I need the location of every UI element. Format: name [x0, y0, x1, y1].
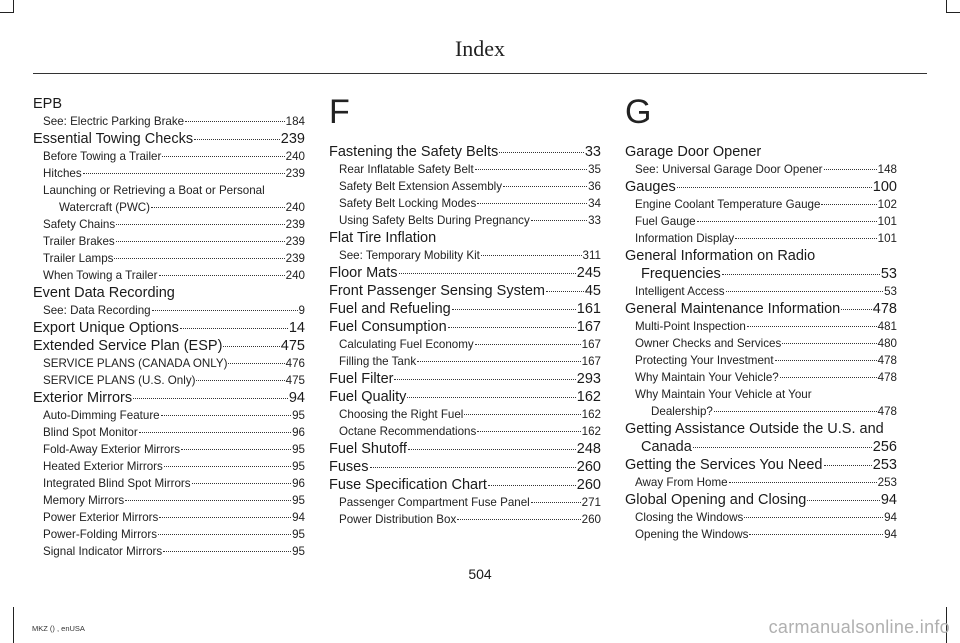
page-ref: 478	[877, 354, 897, 367]
page-ref: 260	[581, 513, 601, 526]
index-subentry[interactable]	[33, 372, 305, 389]
entry-text: Why Maintain Your Vehicle?	[635, 371, 779, 384]
page-ref: 239	[285, 235, 305, 248]
dot-leader	[196, 380, 284, 381]
index-subentry[interactable]	[625, 213, 897, 230]
page-ref: 248	[576, 441, 601, 457]
entry-text: Gauges	[625, 179, 676, 195]
index-entry[interactable]	[625, 300, 897, 318]
page-ref: 478	[877, 405, 897, 418]
entry-text: When Towing a Trailer	[43, 269, 158, 282]
index-subentry[interactable]	[625, 230, 897, 247]
entry-text: Hitches	[43, 167, 82, 180]
dot-leader	[477, 203, 587, 204]
page-ref: 253	[872, 457, 897, 473]
dot-leader	[151, 207, 285, 208]
page-ref: 94	[880, 492, 897, 508]
entry-text: EPB	[33, 96, 63, 112]
page-title: Index	[454, 36, 506, 61]
index-entry[interactable]	[329, 282, 601, 300]
index-subentry[interactable]	[625, 369, 897, 386]
entry-text: Trailer Lamps	[43, 252, 114, 265]
index-entry[interactable]	[329, 458, 601, 476]
entry-text: Dealership?	[651, 405, 713, 418]
index-subentry[interactable]	[33, 441, 305, 458]
page-ref: 271	[581, 496, 601, 509]
entry-text: Protecting Your Investment	[635, 354, 774, 367]
dot-leader	[747, 326, 877, 327]
dot-leader	[185, 121, 285, 122]
page-ref: 239	[285, 252, 305, 265]
dot-leader	[163, 551, 291, 552]
index-subentry[interactable]	[625, 196, 897, 213]
entry-text: Fuse Specification Chart	[329, 477, 487, 493]
page-ref: 94	[292, 511, 305, 524]
entry-text: Information Display	[635, 232, 735, 245]
dot-leader	[477, 431, 580, 432]
page-ref: 475	[280, 338, 305, 354]
index-entry[interactable]	[329, 264, 601, 282]
index-subentry[interactable]	[329, 195, 601, 212]
entry-text: Before Towing a Trailer	[43, 150, 162, 163]
index-entry[interactable]	[33, 95, 305, 113]
index-subentry[interactable]	[625, 509, 897, 526]
page-ref: 95	[292, 494, 305, 507]
index-subentry[interactable]	[625, 474, 897, 491]
index-entry[interactable]	[329, 143, 601, 161]
index-subentry[interactable]	[329, 212, 601, 229]
index-subentry[interactable]	[33, 216, 305, 233]
entry-text: Flat Tire Inflation	[329, 230, 437, 246]
entry-text: Getting the Services You Need	[625, 457, 823, 473]
page-ref: 256	[872, 439, 897, 455]
entry-text: SERVICE PLANS (U.S. Only)	[43, 374, 196, 387]
section-letter: G	[625, 93, 652, 131]
page-ref: 102	[877, 198, 897, 211]
page-ref: 240	[285, 201, 305, 214]
index-subentry[interactable]	[33, 492, 305, 509]
index-subentry[interactable]	[625, 386, 897, 403]
dot-leader	[180, 328, 288, 329]
page-ref: 45	[584, 283, 601, 299]
dot-leader	[475, 169, 587, 170]
entry-text: Safety Chains	[43, 218, 116, 231]
dot-leader	[821, 204, 876, 205]
entry-text: Rear Inflatable Safety Belt	[339, 163, 474, 176]
entry-text: Intelligent Access	[635, 285, 725, 298]
entry-text: Multi-Point Inspection	[635, 320, 746, 333]
dot-leader	[697, 221, 877, 222]
page-ref: 167	[576, 319, 601, 335]
index-subentry[interactable]	[329, 247, 601, 264]
page-ref: 476	[285, 357, 305, 370]
entry-text: Engine Coolant Temperature Gauge	[635, 198, 821, 211]
entry-text: Auto-Dimming Feature	[43, 409, 160, 422]
index-subentry[interactable]	[329, 336, 601, 353]
index-subentry[interactable]	[33, 526, 305, 543]
page-ref: 53	[880, 266, 897, 282]
index-entry[interactable]	[625, 420, 897, 438]
entry-text: Fastening the Safety Belts	[329, 144, 499, 160]
index-entry[interactable]	[33, 319, 305, 337]
entry-text: Calculating Fuel Economy	[339, 338, 474, 351]
entry-text: Octane Recommendations	[339, 425, 477, 438]
index-subentry[interactable]	[33, 199, 305, 216]
page-ref: 94	[884, 511, 897, 524]
entry-text: SERVICE PLANS (CANADA ONLY)	[43, 357, 228, 370]
page-ref: 100	[872, 179, 897, 195]
watermark: carmanualsonline.info	[768, 617, 950, 637]
dot-leader	[807, 500, 879, 501]
index-subentry[interactable]	[625, 526, 897, 543]
page-ref: 95	[292, 409, 305, 422]
dot-leader	[457, 519, 580, 520]
dot-leader	[192, 483, 292, 484]
page-ref: 481	[877, 320, 897, 333]
entry-text: Power Distribution Box	[339, 513, 457, 526]
entry-text: Getting Assistance Outside the U.S. and	[625, 421, 884, 437]
dot-leader	[824, 169, 877, 170]
entry-text: See: Universal Garage Door Opener	[635, 163, 823, 176]
section-letter: F	[329, 93, 350, 131]
entry-text: Safety Belt Locking Modes	[339, 197, 477, 210]
index-subentry[interactable]	[33, 182, 305, 199]
index-entry[interactable]	[625, 265, 897, 283]
entry-text: General Information on Radio	[625, 248, 816, 264]
page-ref: 167	[581, 355, 601, 368]
dot-leader	[408, 449, 576, 450]
dot-leader	[693, 447, 872, 448]
entry-text: Extended Service Plan (ESP)	[33, 338, 223, 354]
page-ref: 239	[285, 218, 305, 231]
index-entry[interactable]	[329, 440, 601, 458]
dot-leader	[114, 258, 284, 259]
dot-leader	[407, 397, 575, 398]
entry-text: Safety Belt Extension Assembly	[339, 180, 503, 193]
page-ref: 260	[576, 477, 601, 493]
dot-leader	[228, 363, 284, 364]
dot-leader	[749, 534, 883, 535]
dot-leader	[677, 187, 872, 188]
page-ref: 161	[576, 301, 601, 317]
entry-text: Filling the Tank	[339, 355, 417, 368]
dot-leader	[722, 274, 880, 275]
dot-leader	[735, 238, 876, 239]
page-ref: 95	[292, 528, 305, 541]
index-entry[interactable]	[329, 229, 601, 247]
crop-mark	[946, 0, 947, 13]
dot-leader	[499, 152, 584, 153]
index-entry[interactable]	[625, 438, 897, 456]
entry-text: Away From Home	[635, 476, 728, 489]
index-subentry[interactable]	[33, 302, 305, 319]
index-entry[interactable]	[625, 178, 897, 196]
index-subentry[interactable]	[33, 407, 305, 424]
entry-text: Choosing the Right Fuel	[339, 408, 464, 421]
page-ref: 240	[285, 150, 305, 163]
entry-text: Blind Spot Monitor	[43, 426, 138, 439]
entry-text: Fuel Filter	[329, 371, 394, 387]
entry-text: Floor Mats	[329, 265, 398, 281]
page-ref: 162	[581, 425, 601, 438]
page-ref: 95	[292, 460, 305, 473]
dot-leader	[503, 186, 587, 187]
page-ref: 293	[576, 371, 601, 387]
dot-leader	[125, 500, 291, 501]
entry-text: Exterior Mirrors	[33, 390, 133, 406]
entry-text: Why Maintain Your Vehicle at Your	[635, 388, 812, 401]
page-ref: 478	[872, 301, 897, 317]
index-entry[interactable]	[329, 476, 601, 494]
index-entry[interactable]	[329, 318, 601, 336]
dot-leader	[194, 139, 280, 140]
entry-text: See: Electric Parking Brake	[43, 115, 185, 128]
entry-text: Closing the Windows	[635, 511, 744, 524]
index-subentry[interactable]	[33, 424, 305, 441]
entry-text: Power Exterior Mirrors	[43, 511, 159, 524]
page-ref: 162	[576, 389, 601, 405]
footer-text: MKZ () , enUSA	[32, 624, 85, 633]
crop-mark	[0, 12, 14, 13]
page-ref: 167	[581, 338, 601, 351]
index-subentry[interactable]	[33, 543, 305, 560]
dot-leader	[139, 432, 291, 433]
dot-leader	[531, 502, 581, 503]
dot-leader	[448, 327, 576, 328]
dot-leader	[488, 485, 576, 486]
dot-leader	[475, 344, 581, 345]
entry-text: Fuel Quality	[329, 389, 407, 405]
index-subentry[interactable]	[329, 494, 601, 511]
dot-leader	[841, 309, 872, 310]
index-column-1	[33, 95, 305, 560]
index-subentry[interactable]	[33, 113, 305, 130]
dot-leader	[161, 415, 291, 416]
entry-text: Signal Indicator Mirrors	[43, 545, 163, 558]
page-ref: 184	[285, 115, 305, 128]
page-ref: 33	[588, 214, 601, 227]
entry-text: General Maintenance Information	[625, 301, 841, 317]
page-ref: 480	[877, 337, 897, 350]
dot-leader	[181, 449, 291, 450]
dot-leader	[775, 360, 877, 361]
dot-leader	[780, 377, 877, 378]
page-ref: 36	[588, 180, 601, 193]
entry-text: Event Data Recording	[33, 285, 175, 301]
entry-text: Front Passenger Sensing System	[329, 283, 545, 299]
dot-leader	[164, 466, 291, 467]
index-column-3	[625, 95, 897, 543]
page-ref: 148	[877, 163, 897, 176]
dot-leader	[726, 291, 884, 292]
crop-mark	[13, 0, 14, 13]
dot-leader	[714, 411, 877, 412]
dot-leader	[464, 414, 580, 415]
entry-text: Watercraft (PWC)	[59, 201, 151, 214]
index-subentry[interactable]	[329, 423, 601, 440]
page-ref: 33	[584, 144, 601, 160]
index-subentry[interactable]	[33, 267, 305, 284]
index-subentry[interactable]	[625, 161, 897, 178]
entry-text: Fuel Shutoff	[329, 441, 407, 457]
page-ref: 101	[877, 215, 897, 228]
page-ref: 14	[288, 320, 305, 336]
dot-leader	[417, 361, 581, 362]
entry-text: Fuel Gauge	[635, 215, 696, 228]
index-subentry[interactable]	[625, 352, 897, 369]
page-ref: 311	[582, 249, 601, 262]
dot-leader	[152, 310, 298, 311]
index-subentry[interactable]	[33, 509, 305, 526]
entry-text: Canada	[641, 439, 692, 455]
entry-text: Fuses	[329, 459, 369, 475]
page-ref: 94	[884, 528, 897, 541]
index-subentry[interactable]	[625, 335, 897, 352]
entry-text: Owner Checks and Services	[635, 337, 782, 350]
index-column-2	[329, 95, 601, 528]
dot-leader	[729, 482, 877, 483]
page-ref: 96	[292, 477, 305, 490]
entry-text: Passenger Compartment Fuse Panel	[339, 496, 530, 509]
index-subentry[interactable]	[329, 511, 601, 528]
entry-text: See: Temporary Mobility Kit	[339, 249, 480, 262]
dot-leader	[83, 173, 285, 174]
index-subentry[interactable]	[625, 318, 897, 335]
page-ref: 34	[588, 197, 601, 210]
index-subentry[interactable]	[33, 458, 305, 475]
index-subentry[interactable]	[329, 353, 601, 370]
entry-text: Frequencies	[641, 266, 721, 282]
entry-text: Essential Towing Checks	[33, 131, 194, 147]
dot-leader	[158, 534, 291, 535]
page-ref: 478	[877, 371, 897, 384]
dot-leader	[223, 346, 279, 347]
dot-leader	[116, 241, 285, 242]
dot-leader	[116, 224, 284, 225]
index-entry[interactable]	[625, 456, 897, 474]
entry-text: Global Opening and Closing	[625, 492, 807, 508]
dot-leader	[546, 291, 584, 292]
page-ref: 95	[292, 443, 305, 456]
index-subentry[interactable]	[33, 250, 305, 267]
index-entry[interactable]	[329, 388, 601, 406]
index-entry[interactable]	[329, 300, 601, 318]
page-ref: 245	[576, 265, 601, 281]
page-ref: 240	[285, 269, 305, 282]
index-entry[interactable]	[625, 143, 897, 161]
dot-leader	[824, 465, 872, 466]
dot-leader	[481, 255, 582, 256]
entry-text: Integrated Blind Spot Mirrors	[43, 477, 191, 490]
page-ref: 96	[292, 426, 305, 439]
dot-leader	[394, 379, 575, 380]
index-entry[interactable]	[33, 284, 305, 302]
index-entry[interactable]	[329, 370, 601, 388]
page-ref: 260	[576, 459, 601, 475]
dot-leader	[162, 156, 284, 157]
entry-text: Export Unique Options	[33, 320, 179, 336]
dot-leader	[782, 343, 876, 344]
index-subentry[interactable]	[329, 178, 601, 195]
page-ref: 239	[285, 167, 305, 180]
entry-text: Memory Mirrors	[43, 494, 125, 507]
page-number: 504	[468, 566, 492, 582]
page-ref: 94	[288, 390, 305, 406]
entry-text: Garage Door Opener	[625, 144, 762, 160]
page-ref: 253	[877, 476, 897, 489]
index-subentry[interactable]	[33, 148, 305, 165]
entry-text: Launching or Retrieving a Boat or Personal	[43, 184, 265, 197]
index-subentry[interactable]	[625, 283, 897, 300]
dot-leader	[133, 398, 288, 399]
page-ref: 475	[285, 374, 305, 387]
index-subentry[interactable]	[33, 355, 305, 372]
entry-text: Fold-Away Exterior Mirrors	[43, 443, 181, 456]
index-entry[interactable]	[33, 337, 305, 355]
dot-leader	[452, 309, 576, 310]
index-subentry[interactable]	[329, 161, 601, 178]
index-subentry[interactable]	[33, 233, 305, 250]
page-ref: 101	[877, 232, 897, 245]
dot-leader	[744, 517, 883, 518]
entry-text: Fuel Consumption	[329, 319, 447, 335]
dot-leader	[399, 273, 576, 274]
dot-leader	[370, 467, 576, 468]
entry-text: Opening the Windows	[635, 528, 749, 541]
index-subentry[interactable]	[33, 165, 305, 182]
page-ref: 35	[588, 163, 601, 176]
page-ref: 162	[581, 408, 601, 421]
page-ref: 9	[298, 304, 305, 317]
dot-leader	[531, 220, 587, 221]
index-subentry[interactable]	[33, 475, 305, 492]
entry-text: Power-Folding Mirrors	[43, 528, 158, 541]
entry-text: Using Safety Belts During Pregnancy	[339, 214, 530, 227]
entry-text: Trailer Brakes	[43, 235, 115, 248]
page-ref: 95	[292, 545, 305, 558]
page-ref: 53	[884, 285, 897, 298]
dot-leader	[159, 517, 291, 518]
index-subentry[interactable]	[329, 406, 601, 423]
entry-text: See: Data Recording	[43, 304, 151, 317]
entry-text: Fuel and Refueling	[329, 301, 451, 317]
header-rule	[33, 73, 927, 74]
page-ref: 239	[280, 131, 305, 147]
index-entry[interactable]	[33, 389, 305, 407]
dot-leader	[159, 275, 285, 276]
index-entry[interactable]	[625, 491, 897, 509]
index-entry[interactable]	[33, 130, 305, 148]
index-entry[interactable]	[625, 247, 897, 265]
index-subentry[interactable]	[625, 403, 897, 420]
crop-mark	[13, 607, 14, 643]
entry-text: Heated Exterior Mirrors	[43, 460, 163, 473]
crop-mark	[946, 12, 960, 13]
